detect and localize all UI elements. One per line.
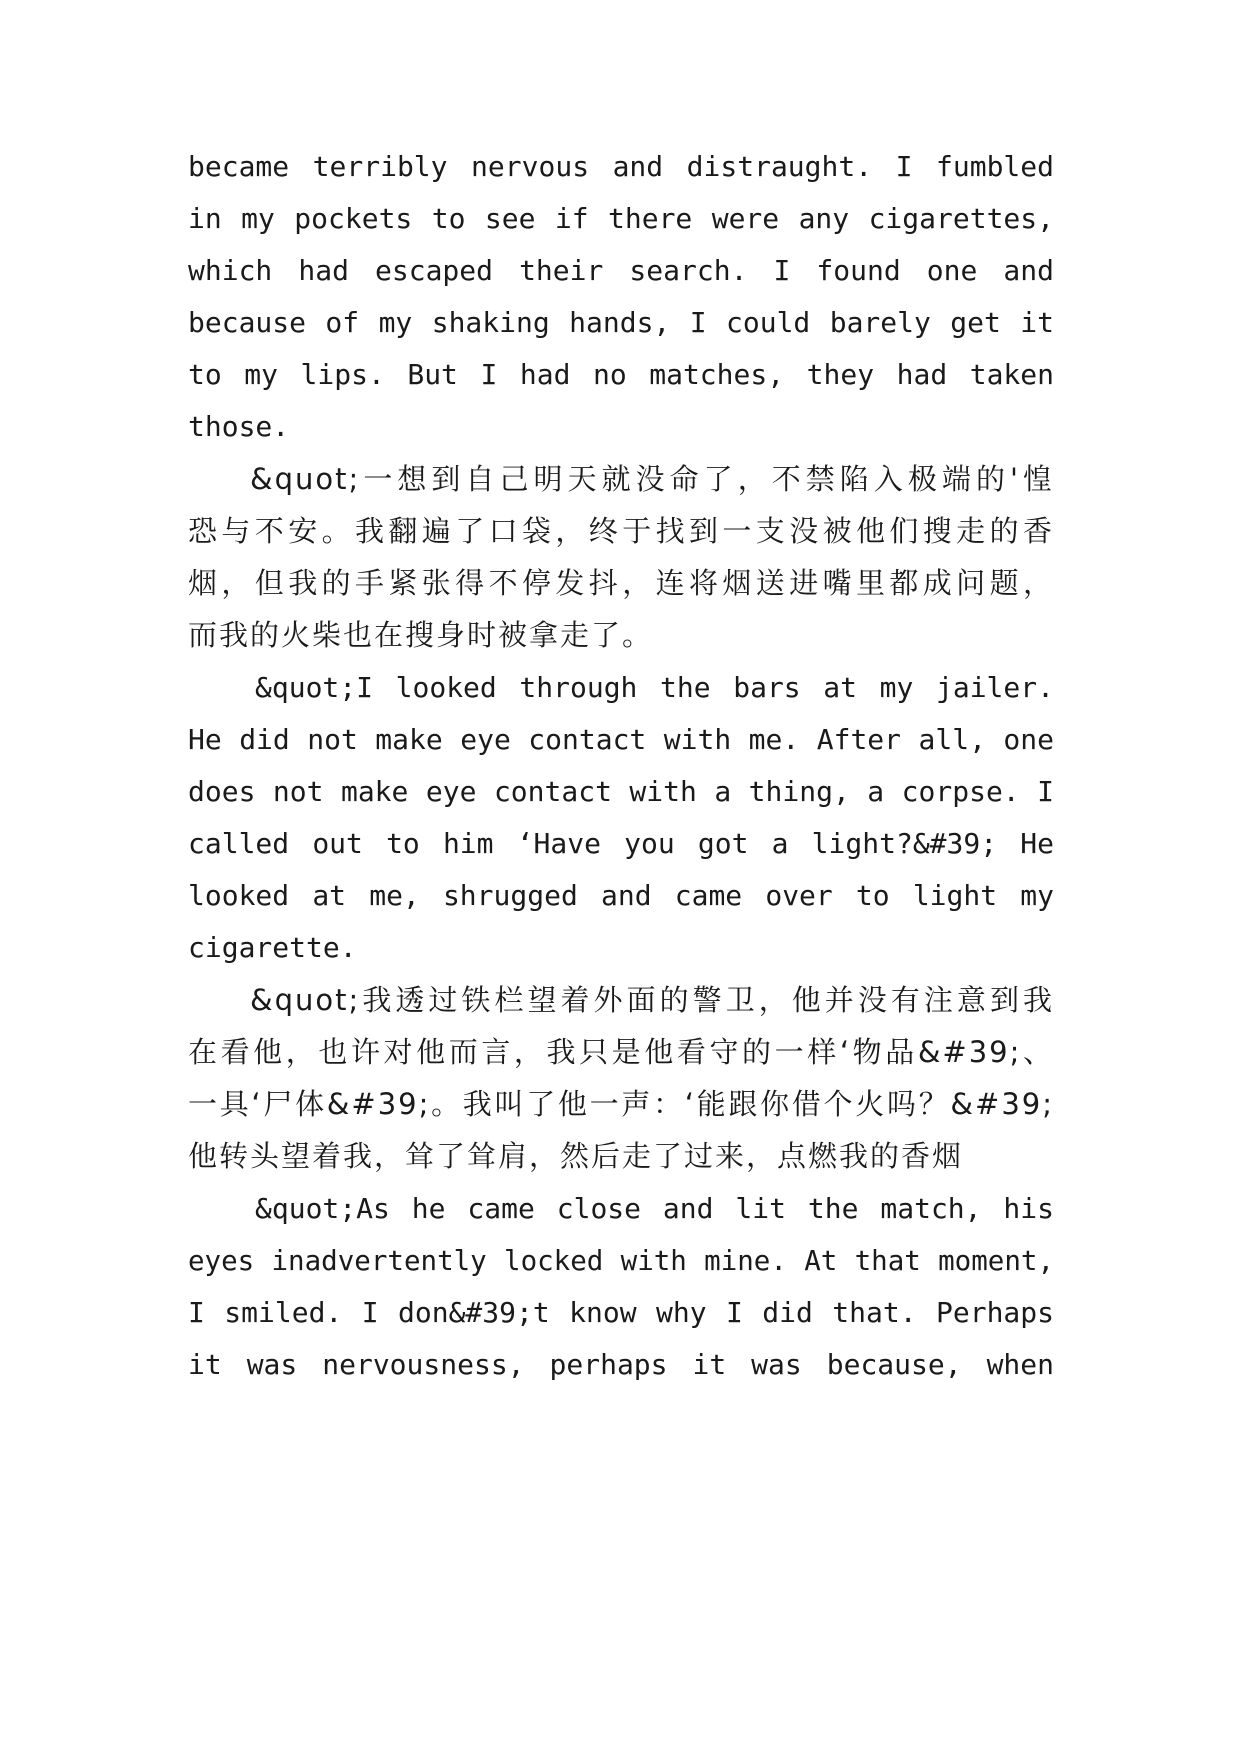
text-line: to my lips. But I had no matches, they had taken bbox=[188, 358, 1054, 391]
text-line: 他转头望着我，耸了耸肩，然后走了过来，点燃我的香烟 bbox=[188, 1139, 964, 1173]
text-line: which had escaped their search. I found one and bbox=[188, 254, 1054, 287]
text-line: &quot;As he came close and lit the match, his bbox=[255, 1192, 1054, 1225]
text-line: looked at me, shrugged and came over to light my bbox=[188, 879, 1054, 912]
text-line: called out to him ‘Have you got a light?&#39; He bbox=[188, 827, 1054, 860]
text-line: those. bbox=[188, 410, 290, 443]
text-line: because of my shaking hands, I could barely get it bbox=[188, 306, 1054, 339]
text-line: 一具‘尸体&#39;。我叫了他一声：‘能跟你借个火吗？&#39; bbox=[188, 1087, 1054, 1121]
text-line: &quot;I looked through the bars at my jailer. bbox=[255, 671, 1054, 704]
text-line: &quot;一想到自己明天就没命了，不禁陷入极端的'惶 bbox=[250, 462, 1054, 496]
text-line: 在看他，也许对他而言，我只是他看守的一样‘物品&#39;、 bbox=[188, 1035, 1054, 1069]
text-line: 而我的火柴也在搜身时被拿走了。 bbox=[188, 618, 654, 652]
text-line: in my pockets to see if there were any cigarettes, bbox=[188, 202, 1054, 235]
text-line: does not make eye contact with a thing, a corpse. I bbox=[188, 775, 1054, 808]
text-line: I smiled. I don&#39;t know why I did that. Perhaps bbox=[188, 1296, 1054, 1329]
text-line: it was nervousness, perhaps it was because, when bbox=[188, 1348, 1054, 1381]
text-line: eyes inadvertently locked with mine. At that moment, bbox=[188, 1245, 1054, 1277]
text-line: 烟，但我的手紧张得不停发抖，连将烟送进嘴里都成问题， bbox=[188, 566, 1054, 600]
text-line: He did not make eye contact with me. After all, one bbox=[188, 723, 1054, 756]
text-line: &quot;我透过铁栏望着外面的警卫，他并没有注意到我 bbox=[250, 983, 1054, 1017]
text-line: cigarette. bbox=[188, 931, 357, 964]
text-line: became terribly nervous and distraught. I fumbled bbox=[188, 150, 1054, 183]
text-line: 恐与不安。我翻遍了口袋，终于找到一支没被他们搜走的香 bbox=[188, 514, 1054, 548]
